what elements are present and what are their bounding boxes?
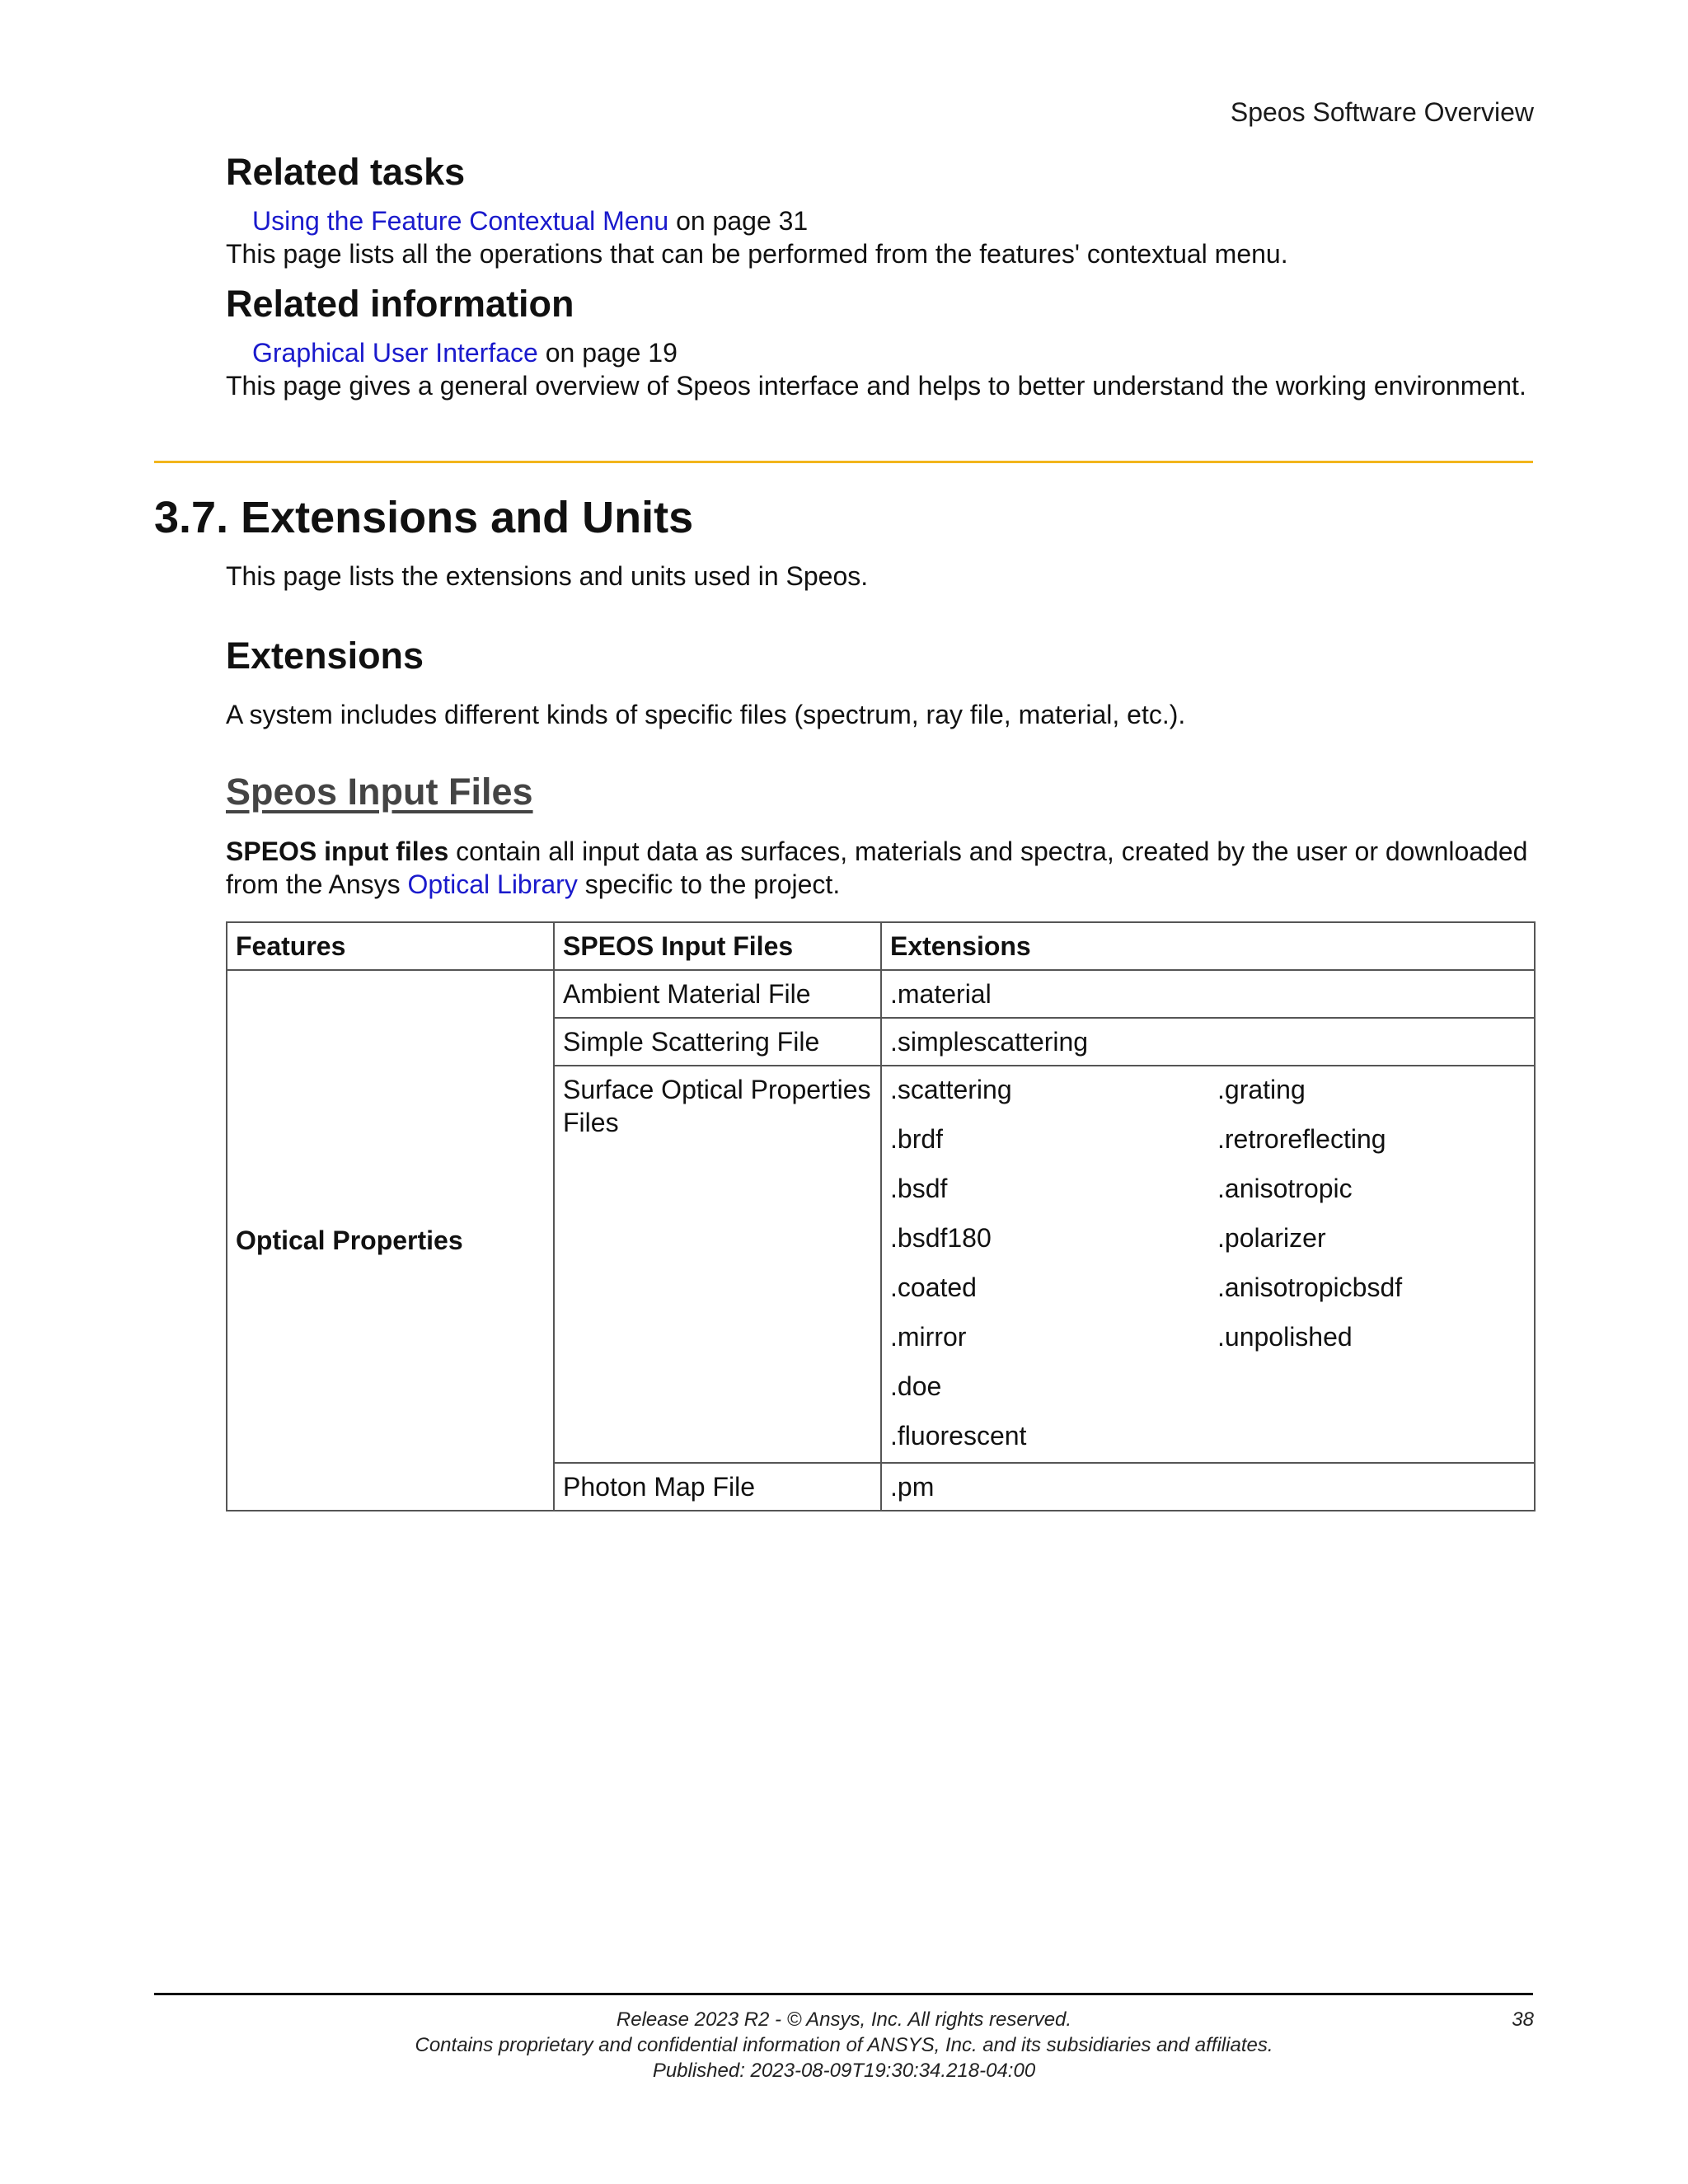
speos-input-files-heading: Speos Input Files: [226, 771, 533, 813]
ext-item: .brdf: [890, 1124, 944, 1154]
related-task-entry: [252, 204, 808, 237]
related-task-page-ref: on page 31: [668, 206, 809, 236]
speos-input-files-lead: SPEOS input files: [226, 837, 449, 866]
ext-item: .bsdf: [890, 1174, 948, 1203]
ext-item: .anisotropicbsdf: [1217, 1272, 1403, 1302]
optical-library-link[interactable]: Optical Library: [407, 869, 578, 899]
ext-item: .doe: [890, 1371, 942, 1401]
feature-optical-properties: Optical Properties: [227, 970, 554, 1511]
speos-input-files-paragraph: [226, 835, 1536, 901]
file-surface-optical-properties: Surface Optical Properties Files: [554, 1066, 881, 1463]
table-header-features: Features: [227, 922, 554, 970]
file-simple-scattering: Simple Scattering File: [554, 1018, 881, 1066]
table-header-input-files: SPEOS Input Files: [554, 922, 881, 970]
footer-divider: [154, 1993, 1533, 1995]
page-number: 38: [1512, 2008, 1534, 2031]
ext-surface-list: [881, 1066, 1535, 1463]
footer-release: Release 2023 R2 - © Ansys, Inc. All rights reserved.: [616, 2008, 1072, 2031]
section-divider: [154, 461, 1533, 463]
extensions-heading: Extensions: [226, 635, 424, 677]
related-information-description: This page gives a general overview of Speos interface and helps to better understand the working environment.: [226, 371, 1526, 401]
related-task-description: This page lists all the operations that can be performed from the features' contextual menu.: [226, 239, 1288, 269]
footer-published: Published: 2023-08-09T19:30:34.218-04:00: [652, 2060, 1036, 2082]
table-row: [227, 970, 1535, 1018]
section-title: 3.7. Extensions and Units: [154, 493, 694, 542]
file-photon-map: Photon Map File: [554, 1463, 881, 1511]
ext-item: .scattering: [890, 1075, 1012, 1104]
ext-material: .material: [881, 970, 1535, 1018]
related-tasks-heading: Related tasks: [226, 151, 466, 193]
file-ambient-material: Ambient Material File: [554, 970, 881, 1018]
ext-empty: [1217, 1419, 1526, 1452]
ext-item: .unpolished: [1217, 1322, 1353, 1352]
speos-input-files-text-1: contain all input data as surfaces, materials and spectra, created by the user or downloaded from the Ansys: [226, 837, 1528, 899]
ext-item: .grating: [1217, 1075, 1306, 1104]
ext-simplescattering: .simplescattering: [881, 1018, 1535, 1066]
speos-input-files-text-2: specific to the project.: [577, 869, 841, 899]
ext-item: .anisotropic: [1217, 1174, 1353, 1203]
ext-item: .retroreflecting: [1217, 1124, 1386, 1154]
ext-item: .bsdf180: [890, 1223, 992, 1253]
running-header: Speos Software Overview: [1230, 97, 1534, 127]
extensions-text: A system includes different kinds of specific files (spectrum, ray file, material, etc.).: [226, 700, 1186, 729]
related-task-link[interactable]: Using the Feature Contextual Menu: [252, 206, 669, 236]
related-information-entry: [252, 336, 678, 369]
ext-item: .polarizer: [1217, 1223, 1326, 1253]
ext-item: .coated: [890, 1272, 977, 1302]
table-header-row: [227, 922, 1535, 970]
related-information-heading: Related information: [226, 283, 574, 325]
ext-pm: .pm: [881, 1463, 1535, 1511]
ext-empty: [1217, 1370, 1526, 1403]
table-header-extensions: Extensions: [881, 922, 1535, 970]
footer-confidential: Contains proprietary and confidential information of ANSYS, Inc. and its subsidiaries and affiliates.: [415, 2034, 1273, 2056]
section-intro: This page lists the extensions and units used in Speos.: [226, 561, 869, 591]
extensions-table: [226, 921, 1536, 1511]
related-information-page-ref: on page 19: [537, 338, 678, 368]
ext-item: .fluorescent: [890, 1421, 1027, 1451]
ext-item: .mirror: [890, 1322, 967, 1352]
related-information-link[interactable]: Graphical User Interface: [252, 338, 538, 368]
